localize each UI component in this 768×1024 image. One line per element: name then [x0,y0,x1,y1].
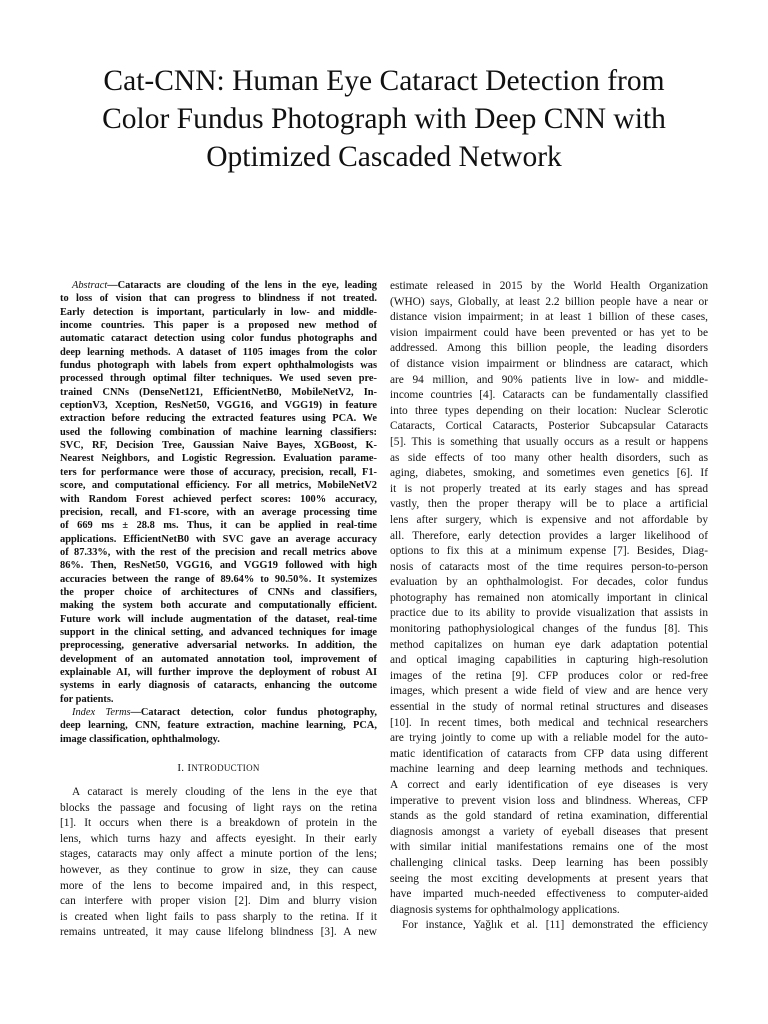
text-line: of 669 ms ± 28.8 ms. Thus, it can be applied in real-time [60,520,377,532]
text-line [60,279,377,292]
text-line: monitoring pathophysiological changes of the fundus [8]. This [390,623,708,636]
text-line: income countries [4]. Cataracts can be fundamentally classified [390,389,708,402]
text-line: applications. EfficientNetB0 with SVC gave an average accuracy [60,533,377,545]
text-line: deep learning, CNN, feature extraction, machine learning, PCA, [60,720,377,732]
text-line: deep learning methods. A dataset of 1105 images from the color [60,346,377,358]
text-line: however, as they continue to grow in size, they can cause [60,864,377,876]
text-line: [1]. It occurs when there is a breakdown of protein in the [60,817,377,830]
text-line: Future work will include augmentation of the dataset, real-time [60,613,377,625]
text-line: to loss of vision that can progress to blindness if not treated. [60,293,377,305]
text-line: images, which present a wide field of view and are hence very [390,685,708,698]
text-line: imperative to prevent vision loss and blindness. Whereas, CFP [390,794,708,807]
text-line: score, and computational efficiency. For all metrics, MobileNetV2 [60,480,377,492]
text-line: explainable AI, will further improve the deployment of robust AI [60,666,377,678]
index-terms [60,706,377,746]
text-line: ceptionV3, Xception, ResNet50, VGG16, and VGG19) in feature [60,400,377,412]
text-line: stages, cataracts may only affect a minute portion of the lens; [60,848,377,861]
text-line: options to fix this at a minimum expense [7]. Besides, Diag- [390,545,708,558]
text-line: vastly, then the proper therapy will be to place a artificial [390,498,708,511]
text-line: A cataract is merely clouding of the lens in the eye that [72,786,377,799]
label: Index Terms [72,707,131,718]
text-line: support in the clinical setting, and advanced techniques for image [60,626,377,638]
text-line: extraction before reducing the extracted features using PCA. We [60,413,377,425]
text-line: all. Therefore, early detection provides a larger likelihood of [390,529,708,542]
text-line: can interfere with proper vision [2]. Dim and blurry vision [60,895,377,908]
text-line: making the system both accurate and computationally efficient. [60,600,377,612]
text-line [60,706,377,719]
text-line: SVC, RF, Decision Tree, Gaussian Naive Bayes, XGBoost, K- [60,440,377,452]
text-line: [10]. In recent times, both medical and technical researchers [390,716,708,729]
introduction-text [60,785,377,941]
text-line: with similar initial manifestations remains one of the most [390,841,708,854]
text-line: with Random Forest achieved perfect scores: 100% accuracy, [60,493,377,505]
text-line: ters for performance were those of accuracy, precision, recall, F1- [60,466,377,478]
text-line: lens, which turns hazy and affects eyesight. In their early [60,832,377,845]
text-line: precision, recall, and F1-score, with an average processing time [60,506,377,518]
text-line: seeing the most exciting developments at present years that [390,872,708,885]
text-line: vision impairment could have been prevented or has yet to be [390,326,708,339]
right-column-text [390,279,708,934]
text-line: practice due to its ability to provide visualization that assists in [390,607,708,620]
text-line: challenging clinical tasks. Deep learning has been possibly [390,856,708,869]
text-line: accuracies between the range of 89.64% to 90.50%. It systemizes [60,573,377,585]
text-line: image classification, ophthalmology. [60,733,220,745]
text-line: fundus photograph with labels from expert ophthalmologists was [60,360,377,372]
text-line: essential in the study of normal retinal structures and diseases [390,701,708,714]
text-line: remains untreated, it may cause lifelong blindness [3]. A new [60,926,377,939]
text-line: (WHO) says, Globally, at least 2.2 billion people have a near or [390,295,708,308]
section-heading-introduction: I. INTRODUCTION [177,762,260,775]
text-line: systems in early diagnosis of cataracts, enhancing the outcome [60,680,377,692]
text-line: estimate released in 2015 by the World Health Organization [390,280,708,292]
text-line: stands as the gold standard of retina examination, differential [390,810,708,823]
abstract [60,279,377,706]
text-line: photography has remained non atomically important in clinical [390,591,708,604]
text-line: as side effects of too many other health disorders, such as [390,451,708,464]
text-line: diagnosis amongst a variety of eyeball diseases that present [390,825,708,838]
text-line: Early detection is important, particularly in low- and middle- [60,306,377,318]
text-line: lens after surgery, which is expensive and not affordable by [390,513,708,526]
label: Abstract [72,280,108,291]
text-line: matic identification of cataracts from CFP data using different [390,747,708,760]
title-line: Color Fundus Photograph with Deep CNN with [102,103,666,135]
text-line: processed through optimal filter techniques. We used seven pre- [60,373,377,385]
text-line: [5]. This is something that usually occurs as a result or happens [390,435,708,448]
text-line: more of the lens to become impaired and, in this respect, [60,879,377,892]
text-line: nosis of cataracts most of the time requires person-to-person [390,560,708,573]
text-line: are trying jointly to come up with a reliable model for the auto- [390,732,708,745]
text-line: For instance, Yağlık et al. [11] demonstrated the efficiency [402,919,708,932]
left-column [60,279,377,941]
text-line: images of the retina [9]. CFP produces color or red-free [390,669,708,682]
text-line: it is not properly treated at its early stages and has spread [390,482,708,495]
text-line: of distance vision impairment or blindness are cataract, which [390,357,708,370]
text-line: Nearest Neighbors, and Logistic Regression. Evaluation parame- [60,453,377,465]
text: —Cataracts are clouding of the lens in the eye, leading [107,280,377,291]
text-line: distance vision impairment; in at least 1 billion of these cases, [390,311,708,324]
text-line: income countries. This paper is a proposed new method of [60,320,377,332]
text-line: for patients. [60,693,114,705]
text-line: addressed. Among this billion people, the leading disorders [390,342,708,355]
text-line: machine learning and deep learning methods and techniques. [390,763,708,776]
text: —Cataract detection, color fundus photography, [130,707,377,718]
text-line: Cataracts, Cortical Cataracts, Posterior Subcapsular Cataracts [390,420,708,433]
text-line: is created when light fails to pass sharply to the retina. If it [60,910,377,923]
text-line: used the following combination of machine learning classifiers: [60,426,377,438]
text-line: and optical imaging capabilities in capturing high-resolution [390,654,708,667]
paper-title [60,62,708,176]
text-line: of 87.33%, with the rest of the precision and recall metrics above [60,546,377,558]
title-line: Cat-CNN: Human Eye Cataract Detection from [103,65,665,97]
text-line: the proper choice of architectures of CNNs and classifiers, [60,586,377,598]
text-line: automatic cataract detection using color fundus photographs and [60,333,377,345]
text-line: 86%. Then, ResNet50, VGG16, and VGG19 followed with high [60,560,377,572]
text-line: A correct and early identification of eye diseases is very [390,779,708,791]
text-line: into three types depending on their location: Nuclear Sclerotic [390,404,708,417]
text-line: have imparted much-needed effectiveness to computer-aided [390,888,708,901]
text-line: trained CNNs (DenseNet121, EfficientNetB0, MobileNetV2, In- [60,386,377,398]
text-line: blocks the passage and focusing of light rays on the retina [60,801,377,814]
text-line: evaluation by an ophthalmologist. For decades, color fundus [390,576,708,589]
text-line: are 94 million, and 90% patients live in low- and middle- [390,373,708,386]
text-line: diagnosis systems for ophthalmology applications. [390,903,620,916]
text-line: method capitalizes on human eye dark adaptation potential [390,638,708,651]
text-line: aging, diabetes, smoking, and sometimes even genetics [6]. If [390,467,708,480]
text-line: preprocessing, generative adversarial networks. In addition, the [60,640,377,652]
text-line: development of an automated annotation tool, improvement of [60,653,377,665]
title-line: Optimized Cascaded Network [206,141,562,173]
